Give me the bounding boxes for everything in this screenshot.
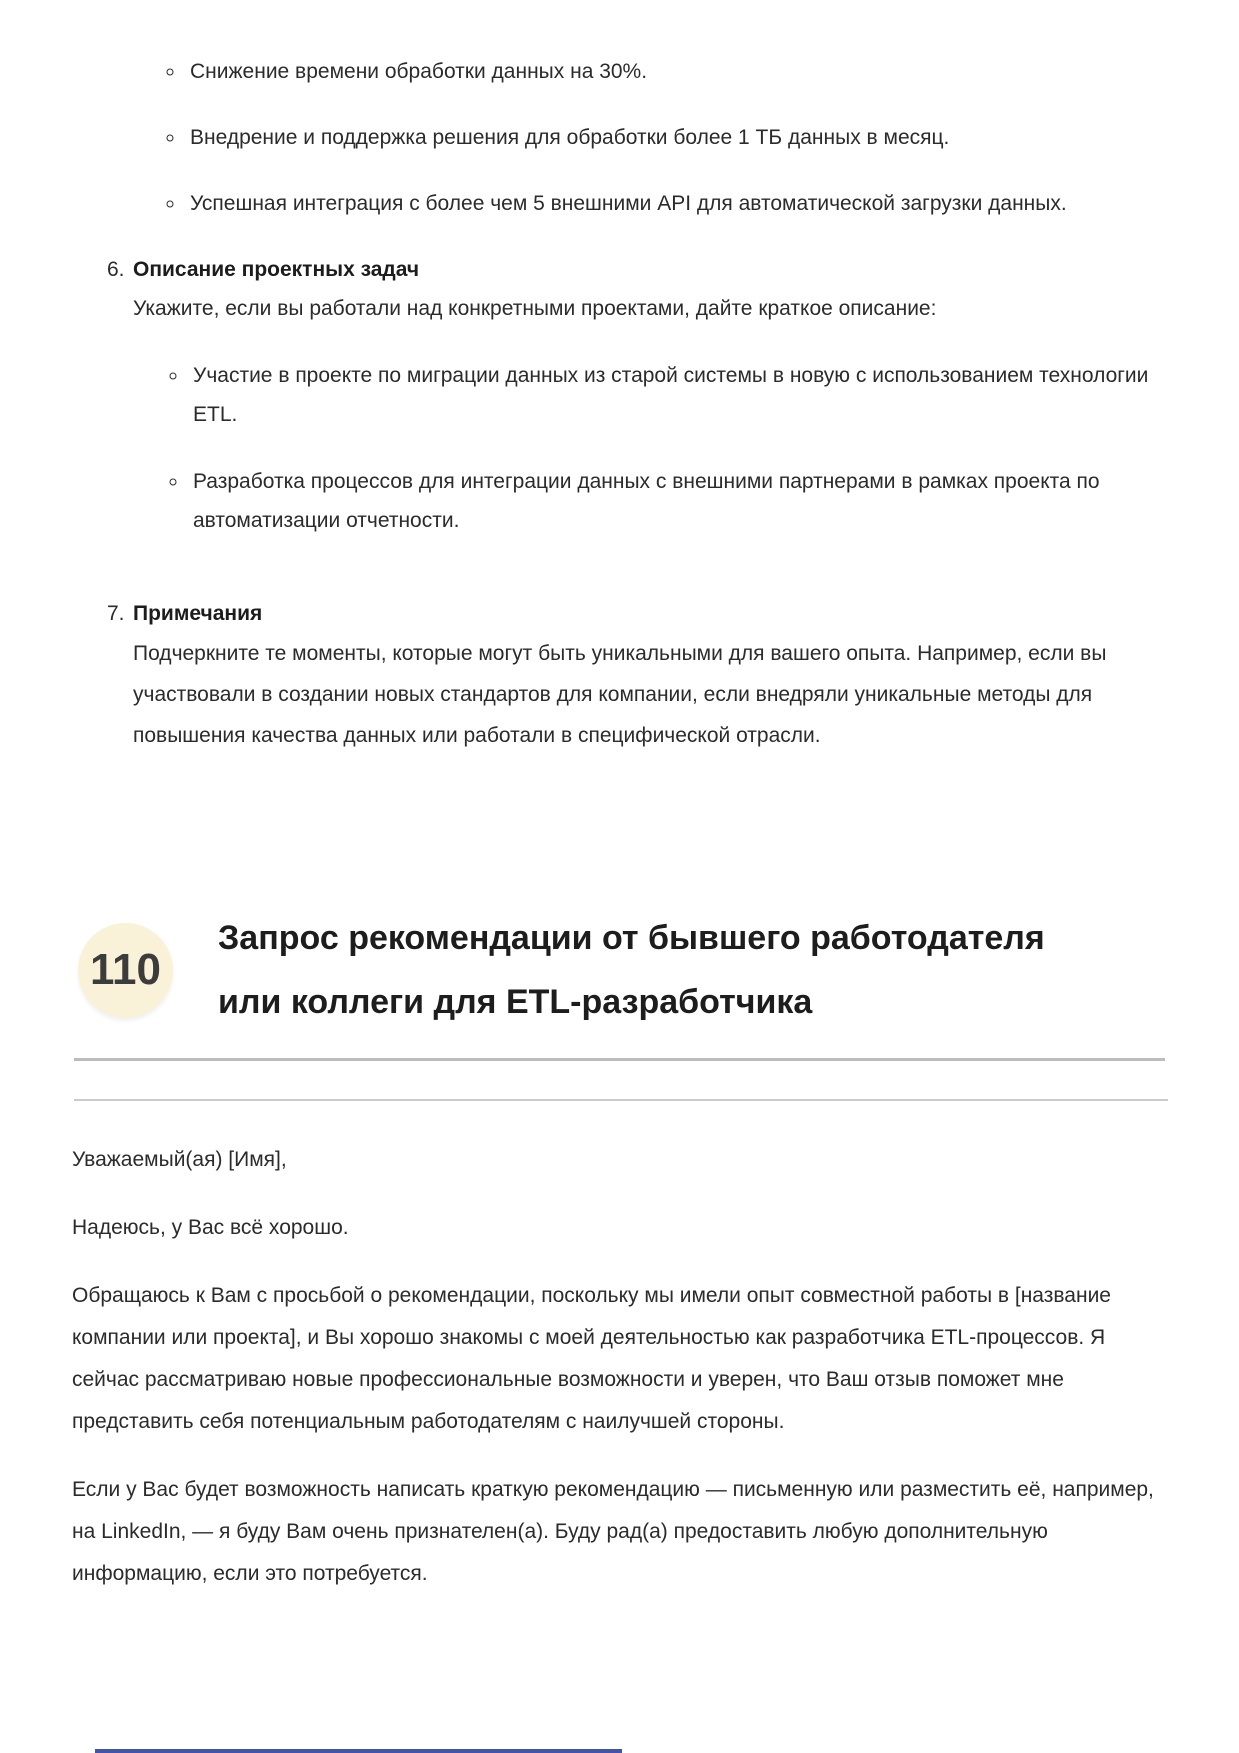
divider-line-bottom (74, 1099, 1168, 1101)
list-item: ◦ Успешная интеграция с более чем 5 внешними API для автоматической загрузки данных. (186, 184, 1161, 223)
article-header (78, 906, 1167, 1034)
list-item: ◦ Разработка процессов для интеграции данных с внешними партнерами в рамках проекта по автоматизации отчетности. (189, 462, 1167, 540)
section-7 (107, 594, 1167, 756)
divider-line-top (74, 1058, 1165, 1061)
list-item: ◦ Участие в проекте по миграции данных из старой системы в новую с использованием технологии ETL. (189, 356, 1167, 434)
section-intro: Укажите, если вы работали над конкретными проектами, дайте краткое описание: (133, 297, 937, 320)
section-6-list (133, 356, 1167, 540)
section-number: 7. (107, 602, 125, 625)
section-title: Описание проектных задач (133, 258, 420, 281)
list-item: ◦ Внедрение и поддержка решения для обработки более 1 ТБ данных в месяц. (186, 118, 1161, 157)
achievements-list (0, 0, 1239, 223)
next-section-accent-bar (95, 1749, 622, 1753)
letter-body (72, 1139, 1167, 1595)
list-item: ◦ Снижение времени обработки данных на 30%. (186, 52, 1161, 91)
letter-paragraph: Обращаюсь к Вам с просьбой о рекомендации, поскольку мы имели опыт совместной работы в [название компании или проекта], и Вы хорошо знакомы с моей деятельностью как разработчика ETL-процессов. Я сейчас рассматриваю новые профессиональные возможности и уверен, что Ваш отзыв поможет мне представить себя потенциальным работодателям с наилучшей стороны. (72, 1284, 1111, 1433)
letter-opening: Надеюсь, у Вас всё хорошо. (72, 1216, 349, 1239)
section-body: Подчеркните те моменты, которые могут быть уникальными для вашего опыта. Например, если вы участвовали в создании новых стандартов для компании, если внедряли уникальные методы для повышения качества данных или работали в специфической отрасли. (133, 642, 1107, 747)
section-number: 6. (107, 258, 125, 281)
section-title: Примечания (133, 602, 263, 625)
letter-greeting: Уважаемый(ая) [Имя], (72, 1148, 287, 1171)
article-title: Запрос рекомендации от бывшего работодателя или коллеги для ETL-разработчика (218, 919, 1045, 1021)
section-6 (107, 250, 1167, 568)
article-number-badge: 110 (78, 923, 173, 1018)
letter-paragraph: Если у Вас будет возможность написать краткую рекомендацию — письменную или разместить её, например, на LinkedIn, — я буду Вам очень признателен(а). Буду рад(а) предоставить любую дополнительную информацию, если это потребуется. (72, 1478, 1154, 1585)
